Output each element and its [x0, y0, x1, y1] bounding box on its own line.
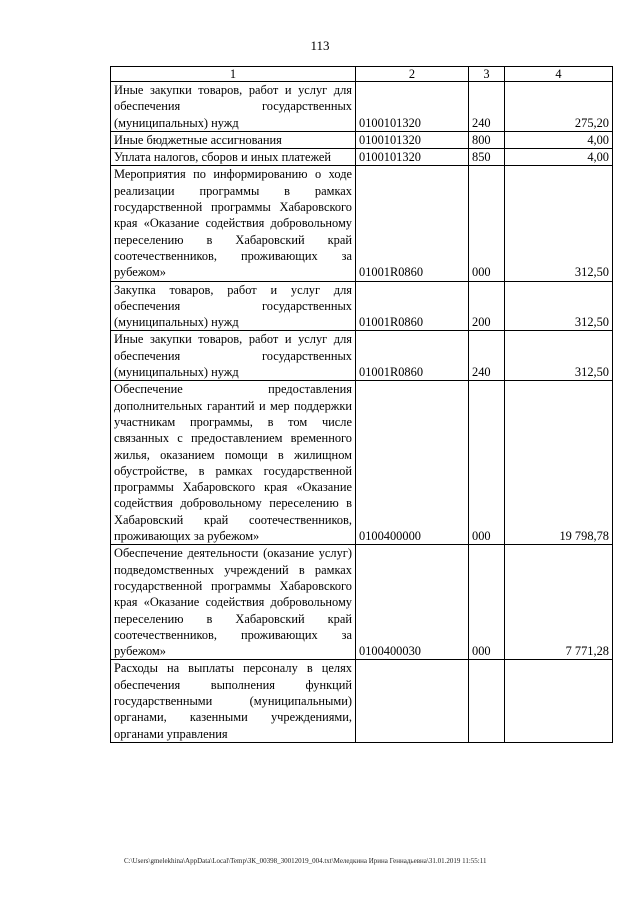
row-name: Иные закупки товаров, работ и услуг для обеспечения государственных (муниципальных) нужд	[111, 331, 356, 381]
row-code: 01001R0860	[356, 166, 469, 281]
row-type: 200	[469, 281, 505, 331]
row-code: 01001R0860	[356, 331, 469, 381]
row-amount: 7 771,28	[505, 545, 613, 660]
row-name: Уплата налогов, сборов и иных платежей	[111, 149, 356, 166]
row-name: Обеспечение предоставления дополнительных гарантий и мер поддержки участникам программы, в том числе связанных с предоставлением временного жилья, оказанием помощи в жилищном обустройстве, в рамках государственной программы Хабаровского края «Оказание содействия добровольному переселению в Хабаровский край соотечественников, проживающих за рубежом»	[111, 381, 356, 545]
row-amount: 312,50	[505, 166, 613, 281]
file-path-footer: C:\Users\gmelekhina\AppData\Local\Temp\ЗК_00398_30012019_004.txt\Меледкина Ирина Геннадьевна\31.01.2019 11:55:11	[124, 857, 487, 865]
row-code: 01001R0860	[356, 281, 469, 331]
table-row	[111, 166, 613, 281]
row-name: Иные бюджетные ассигнования	[111, 131, 356, 148]
table-row	[111, 82, 613, 132]
row-amount	[505, 660, 613, 742]
row-name: Расходы на выплаты персоналу в целях обеспечения выполнения функций государственными (муниципальными) органами, казенными учреждениями, органами управления	[111, 660, 356, 742]
table-row	[111, 131, 613, 148]
row-name: Иные закупки товаров, работ и услуг для обеспечения государственных (муниципальных) нужд	[111, 82, 356, 132]
row-type: 850	[469, 149, 505, 166]
table-row	[111, 660, 613, 742]
row-code: 0100101320	[356, 82, 469, 132]
row-amount: 312,50	[505, 331, 613, 381]
row-amount: 312,50	[505, 281, 613, 331]
row-type: 000	[469, 545, 505, 660]
row-code: 0100101320	[356, 149, 469, 166]
row-amount: 19 798,78	[505, 381, 613, 545]
row-amount: 4,00	[505, 131, 613, 148]
header-cell: 2	[356, 67, 469, 82]
row-type: 240	[469, 82, 505, 132]
row-amount: 275,20	[505, 82, 613, 132]
row-type: 000	[469, 166, 505, 281]
page-number: 113	[310, 38, 330, 53]
header-cell: 3	[469, 67, 505, 82]
table-row	[111, 149, 613, 166]
row-type	[469, 660, 505, 742]
row-name: Закупка товаров, работ и услуг для обеспечения государственных (муниципальных) нужд	[111, 281, 356, 331]
row-type: 240	[469, 331, 505, 381]
row-code: 0100400000	[356, 381, 469, 545]
header-row	[111, 67, 613, 82]
row-code: 0100101320	[356, 131, 469, 148]
table-row	[111, 381, 613, 545]
row-type: 800	[469, 131, 505, 148]
header-cell: 1	[111, 67, 356, 82]
table-row	[111, 331, 613, 381]
row-code	[356, 660, 469, 742]
budget-table	[110, 66, 613, 743]
header-cell: 4	[505, 67, 613, 82]
row-name: Обеспечение деятельности (оказание услуг) подведомственных учреждений в рамках государственной программы Хабаровского края «Оказание содействия добровольному переселению в Хабаровский край соотечественников, проживающих за рубежом»	[111, 545, 356, 660]
table-row	[111, 545, 613, 660]
row-type: 000	[469, 381, 505, 545]
row-amount: 4,00	[505, 149, 613, 166]
row-code: 0100400030	[356, 545, 469, 660]
table-row	[111, 281, 613, 331]
row-name: Мероприятия по информированию о ходе реализации программы в рамках государственной программы Хабаровского края «Оказание содействия добровольному переселению в Хабаровский край соотечественников, проживающих за рубежом»	[111, 166, 356, 281]
